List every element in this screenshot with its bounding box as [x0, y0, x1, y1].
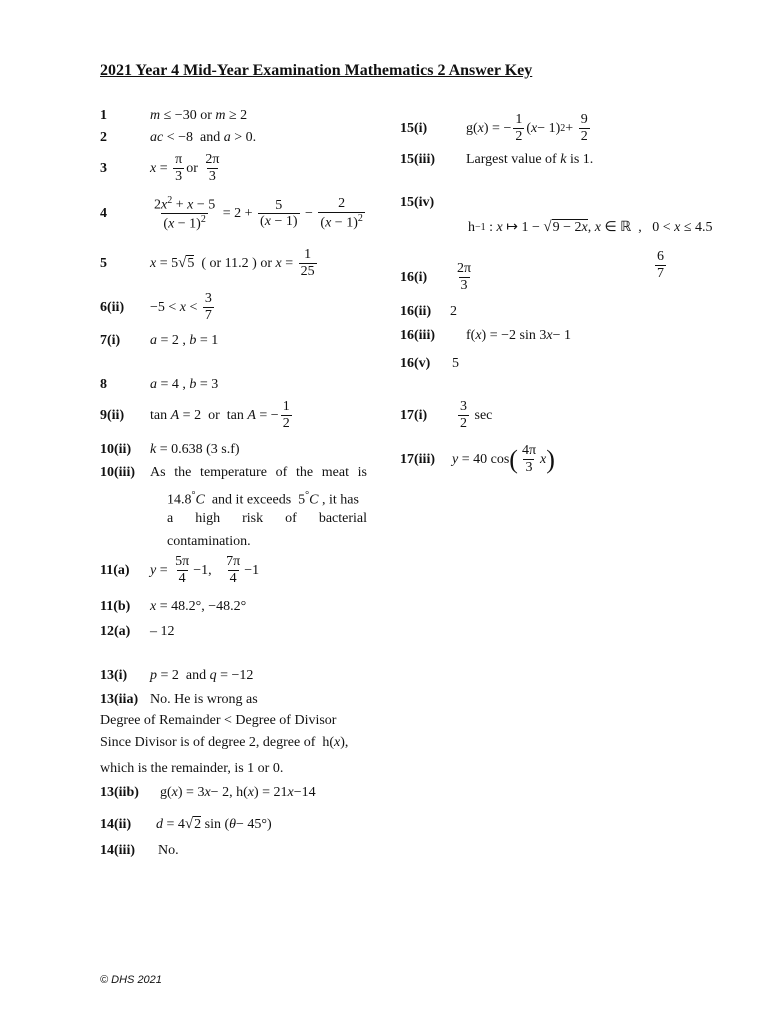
- question-number: 15(iii): [400, 152, 435, 167]
- answer-text: Largest value of k is 1.: [466, 152, 594, 167]
- question-number: 15(iv): [400, 195, 435, 210]
- question-number: 17(iii): [400, 451, 435, 467]
- answer-text: y = 40 cos ( $\frac{4\pi}{3}$ x ): [452, 443, 555, 475]
- answer-q15iv-label: [400, 195, 466, 211]
- answer-text: −5 < x < $\frac{3}{7}$: [150, 291, 212, 323]
- question-number: 10(ii): [100, 442, 132, 457]
- footer-copyright: © DHS 2021: [100, 974, 162, 986]
- answer-q16i: [400, 262, 475, 293]
- answer-text: 2: [450, 304, 457, 319]
- answer-q13i: [100, 668, 253, 684]
- question-number: 13(i): [100, 668, 128, 683]
- question-number: 13(iia): [100, 692, 139, 707]
- answer-q9ii: [100, 400, 294, 431]
- answer-text: $\frac{2\pi}{3}$: [457, 261, 472, 293]
- answer-q5: [100, 248, 319, 279]
- answer-q13iia-line3: Since Divisor is of degree 2, degree of h(x),: [100, 735, 349, 750]
- answer-text: x = 5 √ 5 ( or 11.2 ) or x = $\frac{1}{25}$: [150, 247, 315, 279]
- answer-q13iib: [100, 785, 316, 801]
- answer-q6ii: [100, 292, 216, 323]
- answer-q10iii-line4: contamination.: [167, 534, 251, 549]
- answer-text: x = $\frac{\pi}{3}$ or $\frac{2\pi}{3}$: [150, 152, 220, 184]
- answer-q14ii: [100, 816, 272, 833]
- answer-q10iii-line3: a high risk of bacterial: [167, 511, 367, 526]
- question-number: 7(i): [100, 333, 121, 348]
- answer-text: x = 48.2°, −48.2°: [150, 599, 247, 614]
- answer-q10ii: [100, 442, 240, 458]
- answer-q15iv: [468, 219, 713, 236]
- answer-text: ac < −8 and a > 0.: [150, 130, 257, 145]
- question-number: 16(v): [400, 356, 431, 371]
- answer-text: h −1 : x ↦ 1 − √ 9 − 2x , x ∈ ℝ , 0 < x ≤ 4.5: [468, 219, 713, 235]
- answer-q13iia-line4: which is the remainder, is 1 or 0.: [100, 761, 284, 776]
- question-number: 16(iii): [400, 328, 435, 343]
- question-number: 8: [100, 377, 107, 392]
- answer-q13iia-line2: Degree of Remainder < Degree of Divisor: [100, 713, 337, 728]
- answer-q14iii: [100, 843, 179, 859]
- question-number: 6(ii): [100, 299, 125, 315]
- answer-text: m ≤ −30 or m ≥ 2: [150, 108, 248, 123]
- answer-q7i: [100, 333, 218, 349]
- answer-text: f( x ) = −2 sin 3 x − 1: [466, 328, 571, 343]
- answer-q2: [100, 130, 256, 146]
- question-number: 1: [100, 108, 107, 123]
- answer-q12a: [100, 624, 175, 640]
- answer-text: $\frac{2x^2 + x - 5}{(x - 1)^2}$ = 2 + $\frac{5}{(x - 1)}$ − $\frac{2}{(x - 1)^2}$: [154, 195, 363, 232]
- answer-q11a: [100, 555, 259, 586]
- question-number: 16(i): [400, 269, 428, 285]
- question-number: 4: [100, 206, 107, 222]
- answer-text: d = 4 √ 2 sin ( θ − 45°): [156, 816, 272, 832]
- answer-q15iii: [400, 152, 593, 168]
- answer-text: a = 4 , b = 3: [150, 377, 219, 392]
- question-number: 2: [100, 130, 107, 145]
- answer-q10iii-label: [100, 465, 150, 481]
- answer-text: k = 0.638 (3 s.f): [150, 442, 240, 457]
- answer-text: $\frac{3}{2}$ sec: [460, 399, 493, 431]
- answer-q16iii: [400, 328, 571, 344]
- stray-fraction: $\frac{6}{7}$: [657, 249, 664, 281]
- question-number: 11(b): [100, 599, 131, 614]
- answer-q11b: [100, 599, 246, 615]
- answer-q15i: [400, 113, 592, 144]
- question-number: 12(a): [100, 624, 131, 639]
- answer-q8: [100, 377, 218, 393]
- question-number: 14(iii): [100, 843, 135, 858]
- answer-text: y = $\frac{5\pi}{4}$ −1, $\frac{7\pi}{4}$ −1: [150, 554, 260, 586]
- answer-q3: [100, 153, 223, 184]
- answer-text: g( x ) = 3 x − 2, h( x ) = 21 x −14: [160, 785, 316, 800]
- answer-text: tan A = 2 or tan A = − $\frac{1}{2}$: [150, 399, 290, 431]
- answer-text: 5: [452, 356, 459, 371]
- answer-text: No. He is wrong as: [150, 692, 258, 707]
- question-number: 9(ii): [100, 407, 125, 423]
- answer-q13iia: [100, 692, 258, 708]
- question-number: 13(iib): [100, 785, 139, 800]
- answer-q17iii: [400, 444, 555, 475]
- question-number: 5: [100, 255, 107, 271]
- question-number: 3: [100, 160, 107, 176]
- answer-text: a = 2 , b = 1: [150, 333, 219, 348]
- question-number: 10(iii): [100, 465, 135, 480]
- answer-q4: [100, 196, 367, 233]
- answer-q1: [100, 108, 247, 124]
- answer-text: g( x ) = − $\frac{1}{2}$ ( x − 1) 2 + $\frac{9}{2}$: [466, 112, 588, 144]
- answer-text: No.: [158, 843, 179, 858]
- answer-text: – 12: [150, 624, 175, 639]
- question-number: 15(i): [400, 120, 428, 136]
- question-number: 16(ii): [400, 304, 432, 319]
- answer-q17i: [400, 400, 492, 431]
- question-number: 11(a): [100, 562, 130, 578]
- page-title: 2021 Year 4 Mid-Year Examination Mathematics 2 Answer Key: [100, 62, 533, 79]
- answer-q10iii-line1: As the temperature of the meat is: [150, 465, 367, 480]
- answer-q16v: [400, 356, 459, 372]
- answer-text: p = 2 and q = −12: [150, 668, 254, 683]
- question-number: 14(ii): [100, 816, 132, 832]
- question-number: 17(i): [400, 407, 428, 423]
- answer-q10iii-line2: 14.8°C and it exceeds 5°C , it has: [167, 490, 359, 508]
- answer-q16ii: [400, 304, 457, 320]
